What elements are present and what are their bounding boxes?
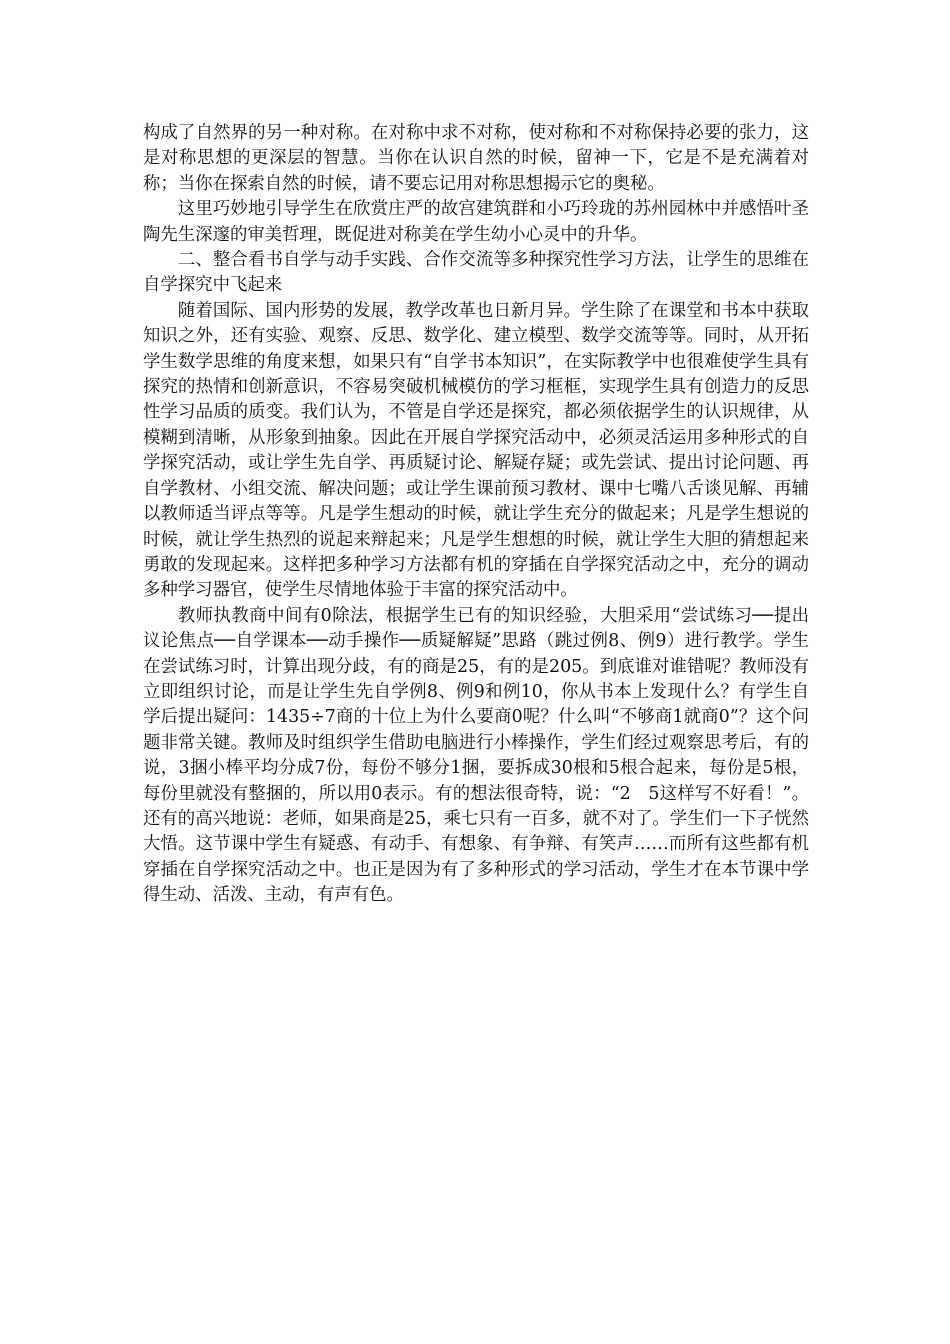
paragraph-teaching-reform: 随着国际、国内形势的发展，教学改革也日新月异。学生除了在课堂和书本中获取知识之外，还有实验、观察、反思、数学化、建立模型、数学交流等等。同时，从开拓学生数学思维的角度来想，如果只有“自学书本知识”，在实际教学中也很难使学生具有探究的热情和创新意识，不容易突破机械模仿的学习框框，实现学生具有创造力的反思性学习品质的质变。我们认为，不管是自学还是探究，都必须依据学生的认识规律，从模糊到清晰，从形象到抽象。因此在开展自学探究活动中，必须灵活运用多种形式的自学探究活动，或让学生先自学、再质疑讨论、解疑存疑；或先尝试、提出讨论问题、再自学教材、小组交流、解决问题；或让学生课前预习教材、课中七嘴八舌谈见解、再辅以教师适当评点等等。凡是学生想动的时候，就让学生充分的做起来；凡是学生想说的时候，就让学生热烈的说起来辩起来；凡是学生想想的时候，就让学生大胆的猜想起来勇敢的发现起来。这样把多种学习方法都有机的穿插在自学探究活动之中，充分的调动多种学习器官，使学生尽情地体验于丰富的探究活动中。 xyxy=(143,300,809,601)
paragraph-aesthetic-guidance: 这里巧妙地引导学生在欣赏庄严的故宫建筑群和小巧玲珑的苏州园林中并感悟叶圣陶先生深邃的审美哲理，既促进对称美在学生幼小心灵中的升华。 xyxy=(143,199,809,245)
document-body xyxy=(143,121,809,909)
paragraph-division-example: 教师执教商中间有0除法，根据学生已有的知识经验，大胆采用“尝试练习──提出议论焦点──自学课本──动手操作──质疑解疑”思路（跳过例8、例9）进行教学。学生在尝试练习时，计算出现分歧，有的商是25，有的是205。到底谁对谁错呢？教师没有立即组织讨论，而是让学生先自学例8、例9和例10，你从书本上发现什么？有学生自学后提出疑问：1435÷7商的十位上为什么要商0呢？什么叫“不够商1就商0”？这个问题非常关键。教师及时组织学生借助电脑进行小棒操作，学生们经过观察思考后，有的说，3捆小棒平均分成7份，每份不够分1捆，要拆成30根和5根合起来，每份是5根，每份里就没有整捆的，所以用0表示。有的想法很奇特，说：“2 5这样写不好看！”。还有的高兴地说：老师，如果商是25，乘七只有一百多，就不对了。学生们一下子恍然大悟。这节课中学生有疑惑、有动手、有想象、有争辩、有笑声……而所有这些都有机穿插在自学探究活动之中。也正是因为有了多种形式的学习活动，学生才在本节课中学得生动、活泼、主动，有声有色。 xyxy=(143,605,809,906)
section-heading-two: 二、整合看书自学与动手实践、合作交流等多种探究性学习方法，让学生的思维在自学探究中飞起来 xyxy=(143,250,809,296)
paragraph-symmetry-conclusion: 构成了自然界的另一种对称。在对称中求不对称，使对称和不对称保持必要的张力，这是对称思想的更深层的智慧。当你在认识自然的时候，留神一下，它是不是充满着对称；当你在探索自然的时候，请不要忘记用对称思想揭示它的奥秘。 xyxy=(143,123,809,194)
